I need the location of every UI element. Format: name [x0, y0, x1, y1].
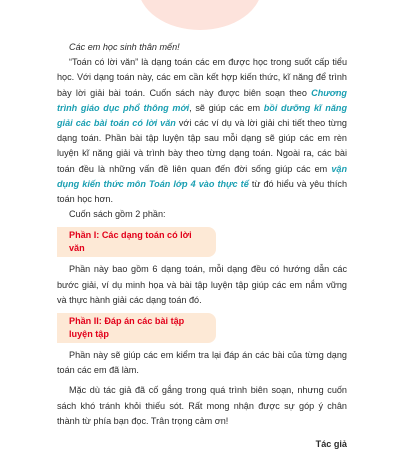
intro-text-1: “Toán có lời văn” là dạng toán các em được học trong suốt cấp tiểu học. Với dạng toán này, các em cần kết hợp kiến thức, kĩ năng để trình bày lời giải bài toán. Cuốn sách này được biên soạn theo [57, 57, 347, 98]
highlight-skills: bồi dưỡng kĩ năng giải các bài toán có lời văn [57, 102, 347, 129]
parts-intro: Cuốn sách gồm 2 phần: [69, 209, 166, 220]
decorative-top-circle [138, 0, 262, 30]
intro-paragraph [57, 55, 347, 207]
highlight-curriculum: Chương trình giáo dục phổ thông mới [57, 87, 347, 113]
intro-text-3: với các ví dụ và lời giải chi tiết theo từng dạng toán. Phần bài tập luyện tập sau mỗi dạng sẽ giúp các em rèn luyện kĩ năng giải và trình bày theo từng dạng toán. Ngoài ra, các bài toán đều là những vấn đề liên quan đến đời sống giúp các em [57, 118, 347, 174]
intro-text-4: từ đó hiểu và yêu thích toán học hơn. [57, 178, 347, 205]
part2-heading: Phần II: Đáp án các bài tập luyện tập [57, 313, 216, 343]
part1-text: Phần này bao gồm 6 dạng toán, mỗi dạng đều có hướng dẫn các bước giải, ví dụ minh họa và bài tập luyện tập giúp các em nắm vững và thực hành giải các dạng toán đó. [57, 264, 347, 305]
part2-text: Phần này sẽ giúp các em kiểm tra lại đáp án các bài của từng dạng toán các em đã làm. [57, 350, 347, 376]
preface-content [57, 40, 347, 452]
closing-paragraph: Mặc dù tác giả đã cố gắng trong quá trình biên soạn, nhưng cuốn sách khó tránh khỏi thiếu sót. Rất mong nhận được sự góp ý chân thành từ phía bạn đọc. Trân trọng cảm ơn! [57, 385, 347, 426]
greeting: Các em học sinh thân mến! [69, 42, 180, 52]
author-signature: Tác giả [315, 439, 347, 450]
intro-text-2: , sẽ giúp các em [189, 102, 264, 113]
highlight-apply: vận dụng kiến thức môn Toán lớp 4 vào thực tế [57, 163, 347, 189]
part1-heading: Phần I: Các dạng toán có lời văn [57, 227, 216, 257]
